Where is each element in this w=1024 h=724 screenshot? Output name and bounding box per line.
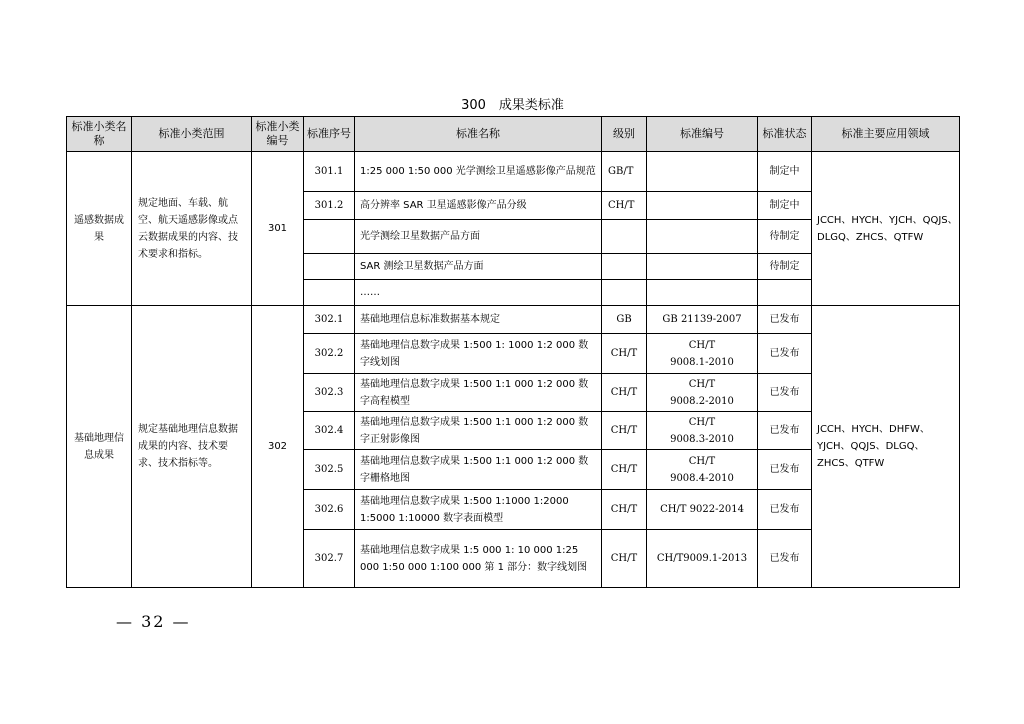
level-cell: CH/T: [602, 334, 647, 374]
std-name-cell: ……: [355, 280, 602, 306]
table-row: [67, 152, 960, 192]
status-cell: 已发布: [758, 450, 812, 490]
status-cell: 已发布: [758, 334, 812, 374]
std-name-cell: 基础地理信息标准数据基本规定: [355, 306, 602, 334]
std-code-cell: [647, 450, 758, 490]
category-code-cell: 302: [252, 306, 304, 588]
level-cell: CH/T: [602, 530, 647, 588]
category-code-cell: 301: [252, 152, 304, 306]
header-category-code: 标准小类编号: [252, 117, 304, 152]
std-code-cell: [647, 192, 758, 220]
status-cell: 已发布: [758, 374, 812, 412]
std-code-cell: [647, 334, 758, 374]
status-cell: 已发布: [758, 306, 812, 334]
application-fields-cell: JCCH、HYCH、DHFW、YJCH、QQJS、DLGQ、ZHCS、QTFW: [812, 306, 960, 588]
level-cell: GB: [602, 306, 647, 334]
serial-cell: [304, 254, 355, 280]
header-status: 标准状态: [758, 117, 812, 152]
std-name-cell: 光学测绘卫星数据产品方面: [355, 220, 602, 254]
std-code-cell: [647, 152, 758, 192]
page-number: — 32 —: [116, 612, 191, 631]
level-cell: [602, 280, 647, 306]
serial-cell: 302.5: [304, 450, 355, 490]
header-category-name: 标准小类名称: [67, 117, 132, 152]
level-cell: CH/T: [602, 450, 647, 490]
category-scope-cell: 规定基础地理信息数据成果的内容、技术要求、技术指标等。: [132, 306, 252, 588]
category-name-cell: 遥感数据成果: [67, 152, 132, 306]
std-code-line: CH/T: [688, 339, 716, 351]
status-cell: 已发布: [758, 490, 812, 530]
std-code-line: CH/T: [688, 455, 716, 467]
std-name-cell: 基础地理信息数字成果 1:500 1:1 000 1:2 000 数字正射影像图: [355, 412, 602, 450]
serial-cell: 302.7: [304, 530, 355, 588]
std-name-cell: 基础地理信息数字成果 1:5 000 1: 10 000 1:25 000 1:50 000 1:100 000 第 1 部分：数字线划图: [355, 530, 602, 588]
level-cell: CH/T: [602, 490, 647, 530]
header-serial: 标准序号: [304, 117, 355, 152]
std-code-cell: [647, 374, 758, 412]
std-name-cell: SAR 测绘卫星数据产品方面: [355, 254, 602, 280]
std-name-cell: 基础地理信息数字成果 1:500 1:1 000 1:2 000 数字栅格地图: [355, 450, 602, 490]
std-code-line: 9008.2-2010: [670, 395, 734, 407]
table-row: [67, 306, 960, 334]
level-cell: [602, 220, 647, 254]
std-name-cell: 基础地理信息数字成果 1:500 1:1 000 1:2 000 数字高程模型: [355, 374, 602, 412]
serial-cell: 302.4: [304, 412, 355, 450]
status-cell: 待制定: [758, 254, 812, 280]
status-cell: 制定中: [758, 192, 812, 220]
standards-table: [66, 116, 960, 588]
std-code-line: 9008.4-2010: [670, 472, 734, 484]
std-code-cell: [647, 412, 758, 450]
level-cell: CH/T: [602, 192, 647, 220]
std-code-cell: CH/T9009.1-2013: [647, 530, 758, 588]
status-cell: [758, 280, 812, 306]
status-cell: 制定中: [758, 152, 812, 192]
serial-cell: 302.1: [304, 306, 355, 334]
status-cell: 已发布: [758, 530, 812, 588]
header-level: 级别: [602, 117, 647, 152]
std-code-cell: GB 21139-2007: [647, 306, 758, 334]
std-code-line: 9008.3-2010: [670, 433, 734, 445]
category-name-cell: 基础地理信息成果: [67, 306, 132, 588]
serial-cell: 301.2: [304, 192, 355, 220]
std-code-cell: [647, 254, 758, 280]
status-cell: 待制定: [758, 220, 812, 254]
std-name-cell: 1:25 000 1:50 000 光学测绘卫星遥感影像产品规范: [355, 152, 602, 192]
std-code-line: CH/T: [688, 416, 716, 428]
std-name-cell: 高分辨率 SAR 卫星遥感影像产品分级: [355, 192, 602, 220]
std-code-line: CH/T: [688, 378, 716, 390]
serial-cell: 302.3: [304, 374, 355, 412]
status-cell: 已发布: [758, 412, 812, 450]
level-cell: CH/T: [602, 374, 647, 412]
serial-cell: [304, 280, 355, 306]
header-std-code: 标准编号: [647, 117, 758, 152]
std-code-cell: [647, 220, 758, 254]
header-category-scope: 标准小类范围: [132, 117, 252, 152]
level-cell: [602, 254, 647, 280]
std-code-cell: CH/T 9022-2014: [647, 490, 758, 530]
application-fields-cell: JCCH、HYCH、YJCH、QQJS、DLGQ、ZHCS、QTFW: [812, 152, 960, 306]
header-row: [67, 117, 960, 152]
category-scope-cell: 规定地面、车载、航空、航天遥感影像或点云数据成果的内容、技术要求和指标。: [132, 152, 252, 306]
std-name-cell: 基础地理信息数字成果 1:500 1:1000 1:2000 1:5000 1:10000 数字表面模型: [355, 490, 602, 530]
std-code-cell: [647, 280, 758, 306]
std-code-line: 9008.1-2010: [670, 356, 734, 368]
serial-cell: [304, 220, 355, 254]
std-name-cell: 基础地理信息数字成果 1:500 1: 1000 1:2 000 数字线划图: [355, 334, 602, 374]
serial-cell: 301.1: [304, 152, 355, 192]
header-std-name: 标准名称: [355, 117, 602, 152]
serial-cell: 302.6: [304, 490, 355, 530]
serial-cell: 302.2: [304, 334, 355, 374]
level-cell: CH/T: [602, 412, 647, 450]
table-title: 300 成果类标准: [461, 98, 564, 113]
level-cell: GB/T: [602, 152, 647, 192]
header-fields: 标准主要应用领域: [812, 117, 960, 152]
